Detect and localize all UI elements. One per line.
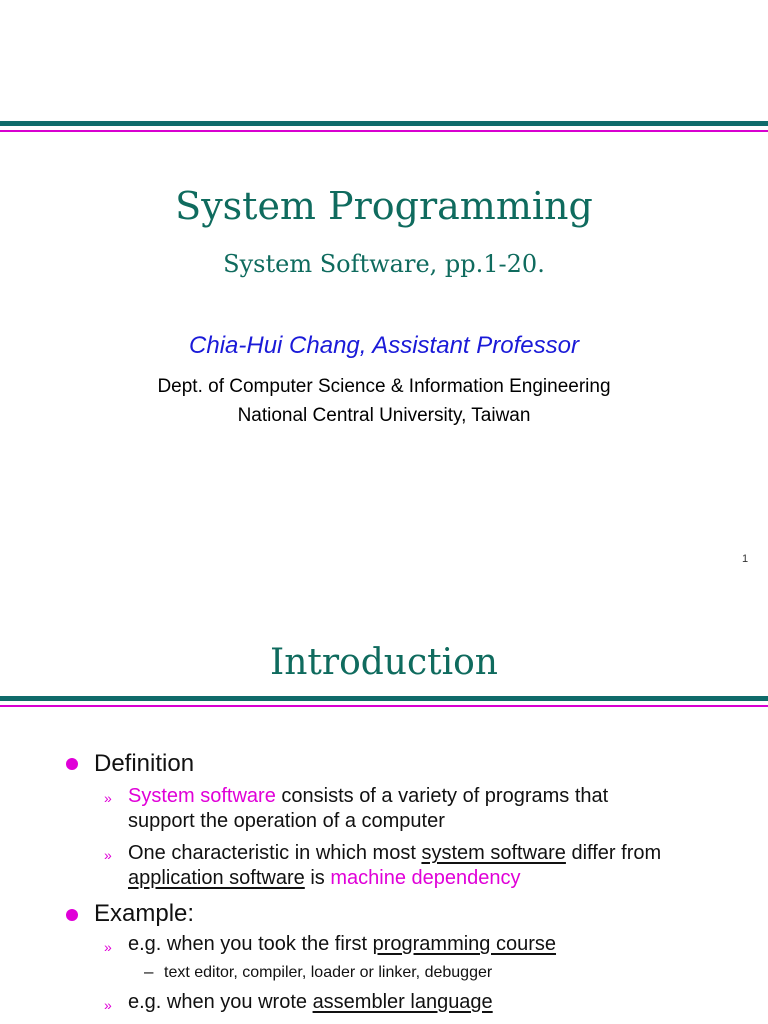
slide-title: System Programming	[175, 184, 593, 228]
bullet-dot	[66, 909, 78, 921]
text: e.g. when you took the first	[128, 933, 373, 955]
characteristic-line-1	[128, 842, 661, 865]
example-line-1	[128, 933, 556, 956]
slide-subtitle: System Software, pp.1-20.	[223, 250, 545, 278]
text: One characteristic in which most	[128, 842, 422, 864]
characteristic-line-2	[128, 867, 520, 890]
bullet-dot	[66, 758, 78, 770]
page-number: 1	[742, 553, 749, 565]
header-rule-magenta	[0, 705, 768, 707]
header-rule-teal	[0, 121, 768, 126]
definition-line-1	[128, 785, 608, 808]
chevron-icon: »	[104, 997, 112, 1013]
text: e.g. when you wrote	[128, 991, 313, 1013]
text: differ from	[565, 842, 662, 864]
chevron-icon: »	[104, 939, 112, 955]
example-sub-line: text editor, compiler, loader or linker, debugger	[164, 964, 493, 981]
definition-line-2: support the operation of a computer	[128, 810, 445, 832]
dash-icon: –	[144, 962, 154, 981]
underlined-term: assembler language	[312, 991, 493, 1013]
underlined-term: programming course	[372, 933, 557, 955]
header-rule-teal	[0, 696, 768, 701]
text: is	[304, 867, 331, 889]
header-rule-magenta	[0, 130, 768, 132]
underlined-term: system software	[421, 842, 566, 864]
author-name: Chia-Hui Chang, Assistant Professor	[189, 332, 579, 359]
chevron-icon: »	[104, 790, 112, 806]
department: Dept. of Computer Science & Information Engineering	[157, 376, 611, 397]
highlight-text: System software	[128, 785, 276, 807]
highlight-text: machine dependency	[330, 867, 521, 889]
chevron-icon: »	[104, 847, 112, 863]
slide-title: Introduction	[270, 642, 498, 683]
university: National Central University, Taiwan	[237, 405, 531, 426]
bullet-example: Example:	[94, 900, 195, 927]
underlined-term: application software	[128, 867, 305, 889]
bullet-definition: Definition	[94, 750, 195, 777]
example-line-2	[128, 991, 493, 1014]
text: consists of a variety of programs that	[275, 785, 609, 807]
